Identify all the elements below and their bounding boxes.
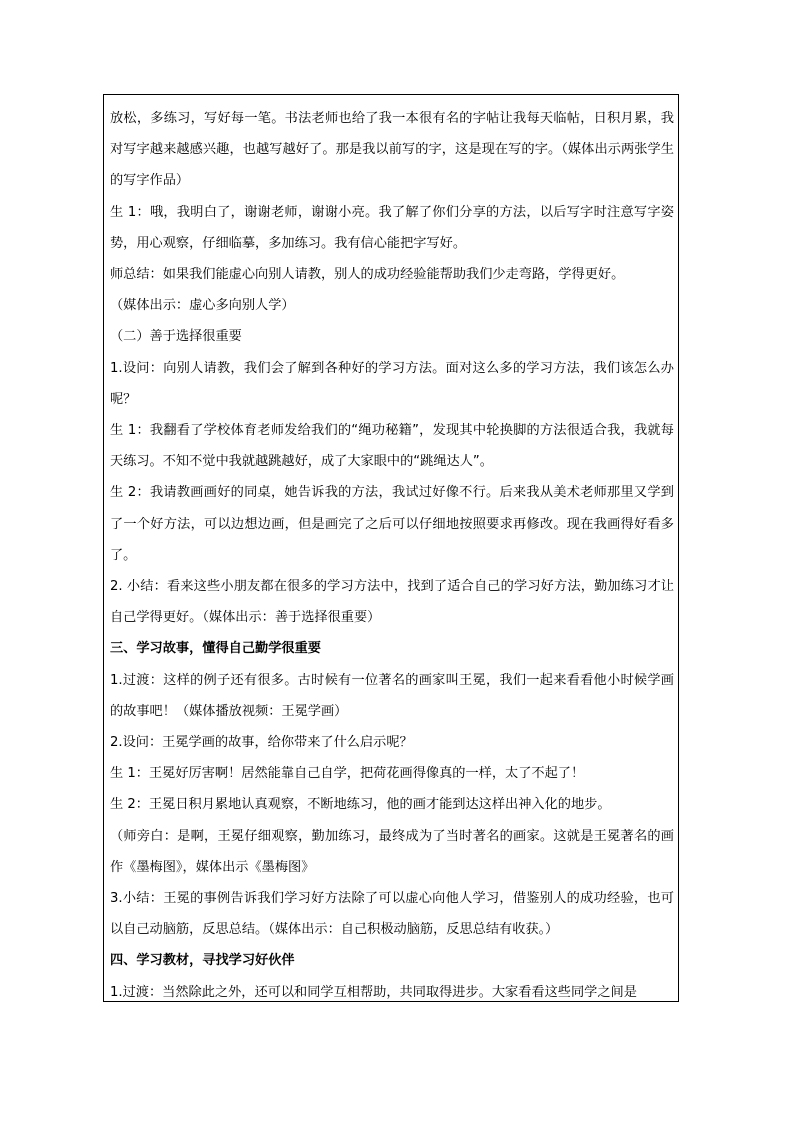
- paragraph: 生 2：王冕日积月累地认真观察，不断地练习，他的画才能到达这样出神入化的地步。: [110, 797, 611, 813]
- paragraph: （师旁白：是啊，王冕仔细观察，勤加练习，最终成为了当时著名的画家。这就是王冕著名的画作《墨梅图》，媒体出示《墨梅图》: [110, 828, 674, 875]
- section-heading: 四、学习教材，寻找学习好伙伴: [110, 953, 295, 969]
- paragraph: 生 1：我翻看了学校体育老师发给我们的“绳功秘籍”，发现其中轮换脚的方法很适合我，我就每天练习。不知不觉中我就越跳越好，成了大家眼中的“跳绳达人”。: [110, 423, 674, 470]
- section-heading: 三、学习故事，懂得自己勤学很重要: [110, 641, 321, 657]
- paragraph: （二）善于选择很重要: [110, 329, 242, 345]
- paragraph: 3.小结：王冕的事例告诉我们学习好方法除了可以虚心向他人学习，借鉴别人的成功经验，也可以自己动脑筋，反思总结。（媒体出示：自己积极动脑筋，反思总结有收获。）: [110, 891, 674, 938]
- lesson-content: [110, 103, 674, 1002]
- paragraph: 生 1：哦，我明白了，谢谢老师，谢谢小亮。我了解了你们分享的方法，以后写字时注意写字姿势，用心观察，仔细临摹，多加练习。我有信心能把字写好。: [110, 204, 674, 251]
- paragraph: 生 1：王冕好厉害啊！居然能靠自己自学，把荷花画得像真的一样，太了不起了！: [110, 766, 585, 782]
- paragraph: （媒体出示：虚心多向别人学）: [110, 298, 295, 314]
- paragraph: 2. 小结：看来这些小朋友都在很多的学习方法中，找到了适合自己的学习好方法，勤加练习才让自己学得更好。（媒体出示：善于选择很重要）: [110, 579, 674, 626]
- paragraph: 1.过渡：当然除此之外，还可以和同学互相帮助，共同取得进步。大家看看这些同学之间是: [110, 984, 637, 1000]
- paragraph: 师总结：如果我们能虚心向别人请教，别人的成功经验能帮助我们少走弯路，学得更好。: [110, 267, 625, 283]
- paragraph: 2.设问：王冕学画的故事，给你带来了什么启示呢？: [110, 735, 413, 751]
- lesson-table-cell: [103, 94, 679, 1002]
- paragraph: 1.设问：向别人请教，我们会了解到各种好的学习方法。面对这么多的学习方法，我们该怎么办呢？: [110, 360, 674, 407]
- paragraph: 生 2：我请教画画好的同桌，她告诉我的方法，我试过好像不行。后来我从美术老师那里又学到了一个好方法，可以边想边画，但是画完了之后可以仔细地按照要求再修改。现在我画得好看多了。: [110, 485, 674, 563]
- paragraph: 1.过渡：这样的例子还有很多。古时候有一位著名的画家叫王冕，我们一起来看看他小时候学画的故事吧！（媒体播放视频：王冕学画）: [110, 672, 674, 719]
- paragraph: 放松，多练习，写好每一笔。书法老师也给了我一本很有名的字帖让我每天临帖，日积月累，我对写字越来越感兴趣，也越写越好了。那是我以前写的字，这是现在写的字。（媒体出示两张学生的写字作品）: [110, 111, 674, 189]
